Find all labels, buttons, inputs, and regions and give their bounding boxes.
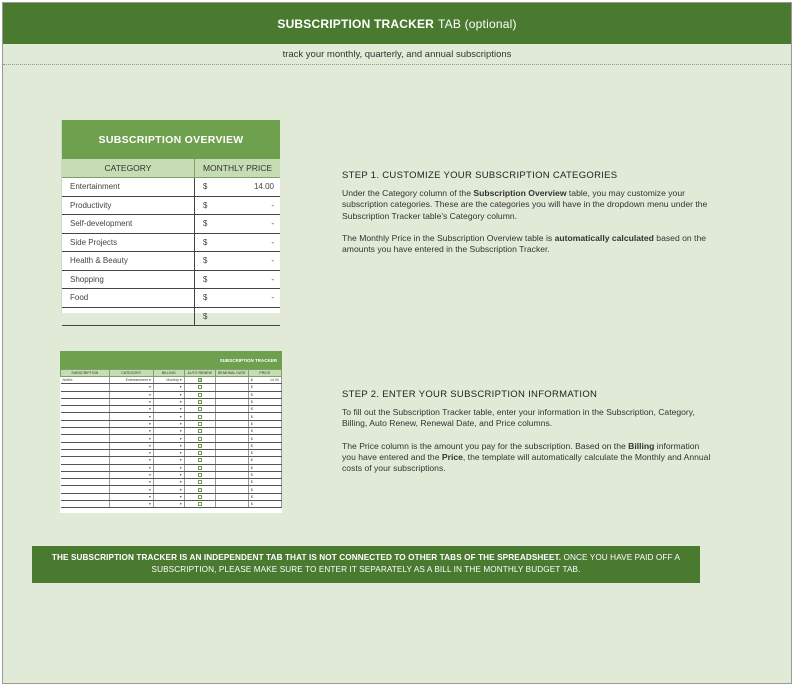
step-1-paragraph-2: The Monthly Price in the Subscription Overview table is automatically calculated based on the amounts you have entered in the Subscription Tracker. bbox=[342, 232, 707, 255]
tracker-row: ▾ ▾ $ bbox=[61, 442, 282, 449]
tracker-column-header: SUBSCRIPTION bbox=[61, 370, 110, 377]
tracker-table bbox=[60, 369, 282, 508]
tracker-column-header: PRICE bbox=[248, 370, 281, 377]
tracker-column-header: AUTO RENEW bbox=[184, 370, 215, 377]
auto-renew-checkbox bbox=[198, 437, 202, 441]
auto-renew-checkbox bbox=[198, 473, 202, 477]
overview-row-partial bbox=[62, 308, 280, 327]
tracker-row: ▾ ▾ $ bbox=[61, 464, 282, 471]
overview-price-cell: $ - bbox=[203, 219, 274, 229]
overview-row bbox=[62, 178, 280, 197]
step-1 bbox=[342, 170, 712, 266]
header-title: SUBSCRIPTION TRACKER bbox=[277, 16, 435, 31]
tracker-row: ▾ ▾ $ bbox=[61, 435, 282, 442]
auto-renew-checkbox bbox=[198, 444, 202, 448]
notice-banner-bold: THE SUBSCRIPTION TRACKER IS AN INDEPENDENT TAB THAT IS NOT CONNECTED TO OTHER TABS OF THE SPREADSHEET. bbox=[51, 553, 562, 562]
overview-category-cell: Shopping bbox=[62, 271, 195, 289]
overview-price-cell: $ - bbox=[203, 274, 274, 284]
step-1-paragraph-1: Under the Category column of the Subscription Overview table, you may customize your subscription categories. These are the categories you will have in the dropdown menu under the Subscription Tracker table's Category column. bbox=[342, 188, 708, 221]
auto-renew-checkbox bbox=[198, 495, 202, 499]
overview-row bbox=[62, 215, 280, 234]
auto-renew-checkbox bbox=[198, 422, 202, 426]
overview-category-cell: Health & Beauty bbox=[62, 252, 195, 270]
step-2-paragraph-1: To fill out the Subscription Tracker table, enter your information in the Subscription, Category, Billing, Auto Renew, Renewal Date, and Price columns. bbox=[342, 407, 695, 429]
notice-banner bbox=[32, 546, 700, 583]
auto-renew-checkbox bbox=[198, 407, 202, 411]
auto-renew-checkbox bbox=[198, 488, 202, 492]
tracker-row: ▾ ▾ $ bbox=[61, 471, 282, 478]
overview-currency: $ bbox=[203, 311, 208, 321]
auto-renew-checkbox bbox=[198, 466, 202, 470]
tracker-column-header: BILLING bbox=[153, 370, 184, 377]
tracker-row: ▾ ▾ $ bbox=[61, 501, 282, 508]
overview-col-category: CATEGORY bbox=[62, 159, 195, 177]
tracker-row: ▾ ▾ $ bbox=[61, 420, 282, 427]
auto-renew-checkbox bbox=[198, 393, 202, 397]
auto-renew-checkbox bbox=[198, 480, 202, 484]
subscription-overview-image bbox=[61, 120, 280, 321]
notice-banner-text: ONCE YOU HAVE PAID OFF A SUBSCRIPTION, PLEASE MAKE SURE TO ENTER IT SEPARATELY AS A BILL IN THE MONTHLY BUDGET TAB. bbox=[151, 553, 681, 574]
tracker-body bbox=[61, 377, 282, 508]
step-2-heading: STEP 2. ENTER YOUR SUBSCRIPTION INFORMATION bbox=[342, 389, 598, 400]
overview-category-cell: Self-development bbox=[62, 215, 195, 233]
tracker-row: ▾ ▾ $ bbox=[61, 493, 282, 500]
tracker-row: ▾ ▾ $ bbox=[61, 398, 282, 405]
auto-renew-checkbox bbox=[198, 378, 202, 382]
tracker-row: Netflix Entertainment ▾ Monthly ▾ ✓ $ 14.00 bbox=[61, 377, 282, 384]
tracker-row: ▾ ▾ $ bbox=[61, 413, 282, 420]
auto-renew-checkbox bbox=[198, 458, 202, 462]
tracker-row: ▾ ▾ $ bbox=[61, 449, 282, 456]
tracker-row: ▾ ▾ $ bbox=[61, 384, 282, 391]
auto-renew-checkbox bbox=[198, 502, 202, 506]
overview-header-row bbox=[62, 159, 280, 178]
tracker-column-header: RENEWAL DATE bbox=[215, 370, 248, 377]
overview-row bbox=[62, 234, 280, 253]
tracker-row: ▾ ▾ $ bbox=[61, 406, 282, 413]
header-subtitle: track your monthly, quarterly, and annual subscriptions bbox=[3, 44, 791, 65]
step-2-paragraph-2: The Price column is the amount you pay for the subscription. Based on the Billing information you have entered and the Price, the template will automatically calculate the Monthly and Annual costs of your subscriptions. bbox=[342, 440, 711, 474]
overview-category-cell: Side Projects bbox=[62, 234, 195, 252]
subscription-tracker-image bbox=[60, 351, 282, 513]
header-bar bbox=[3, 3, 791, 44]
overview-row bbox=[62, 271, 280, 290]
auto-renew-checkbox bbox=[198, 415, 202, 419]
tracker-header-row bbox=[61, 370, 282, 377]
tracker-title: SUBSCRIPTION TRACKER bbox=[60, 351, 282, 369]
auto-renew-checkbox bbox=[198, 400, 202, 404]
overview-rows bbox=[62, 178, 280, 308]
overview-row bbox=[62, 197, 280, 216]
overview-row bbox=[62, 289, 280, 308]
overview-price-cell: $ - bbox=[203, 293, 274, 303]
overview-price-cell: $ - bbox=[203, 237, 274, 247]
overview-category-cell: Food bbox=[62, 289, 195, 307]
tracker-row: ▾ ▾ $ bbox=[61, 479, 282, 486]
overview-price-cell: $ 14.00 bbox=[203, 182, 274, 192]
auto-renew-checkbox bbox=[198, 385, 202, 389]
overview-row bbox=[62, 252, 280, 271]
overview-title: SUBSCRIPTION OVERVIEW bbox=[62, 120, 280, 159]
tracker-row: ▾ ▾ $ bbox=[61, 391, 282, 398]
overview-category-cell: Productivity bbox=[62, 197, 195, 215]
tracker-row: ▾ ▾ $ bbox=[61, 428, 282, 435]
overview-col-price: MONTHLY PRICE bbox=[202, 163, 273, 173]
step-2 bbox=[342, 389, 712, 485]
tracker-row: ▾ ▾ $ bbox=[61, 486, 282, 493]
overview-price-cell: $ - bbox=[203, 256, 274, 266]
tracker-column-header: CATEGORY bbox=[109, 370, 153, 377]
auto-renew-checkbox bbox=[198, 429, 202, 433]
overview-price-cell: $ - bbox=[203, 200, 274, 210]
tracker-row: ▾ ▾ $ bbox=[61, 457, 282, 464]
step-1-heading: STEP 1. CUSTOMIZE YOUR SUBSCRIPTION CATEGORIES bbox=[342, 170, 618, 181]
auto-renew-checkbox bbox=[198, 451, 202, 455]
page-frame bbox=[2, 2, 792, 684]
header-title-suffix: TAB (optional) bbox=[438, 16, 517, 31]
overview-category-cell: Entertainment bbox=[62, 178, 195, 196]
